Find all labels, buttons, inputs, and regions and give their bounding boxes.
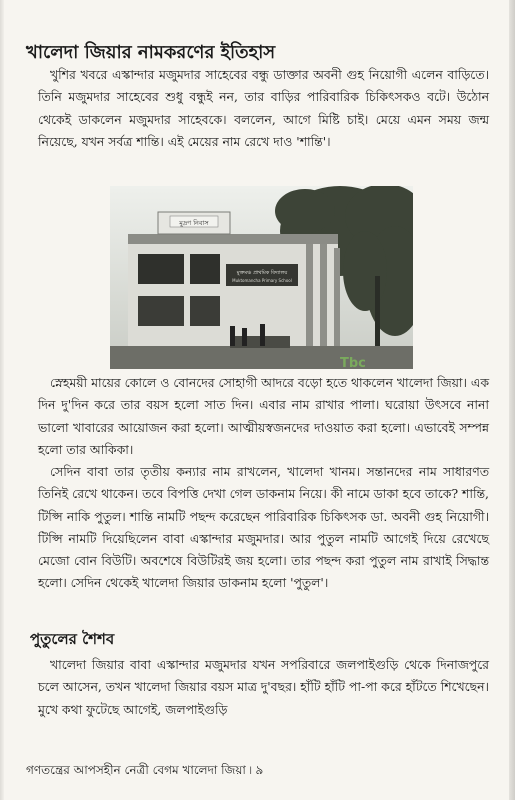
- paragraph-nickname: সেদিন বাবা তার তৃতীয় কন্যার নাম রাখলেন, খালেদা খানম। সন্তানদের নাম সাধারণত তিনিই রেখে থাকেন। তবে বিপত্তি দেখা গেল ডাকনাম নিয়ে। কী নামে ডাকা হবে তাকে? শান্তি, টিপ্সি নাকি পুতুল। শান্তি নামটি পছন্দ করেছেন পারিবারিক চিকিৎসক ডা. অবনী গুহ নিয়োগী। টিপ্সি নামটি দিয়েছিলেন বাবা এস্কান্দার মজুমদার। আর পুতুল নামটি আগেই দিয়ে রেখেছে মেজো বোন বিউটি। অবশেষে বিউটিরই জয় হলো। তার পছন্দ করা পুতুল নাম রাখাই সিদ্ধান্ত হলো। সেদিন থেকেই খালেদা জিয়ার ডাকনাম হলো 'পুতুল'।: [38, 464, 489, 591]
- photo-sign-panel-english: Muktomancha Primary School: [232, 278, 292, 283]
- paragraph-aqiqah: স্নেহময়ী মায়ের কোলে ও বোনদের সোহাগী আদরে বড়ো হতে থাকলেন খালেদা জিয়া। এক দিন দু'দিন করে তার বয়স হলো সাত দিন। এবার নাম রাখার পালা। ঘরোয়া উৎসবে নানা ভালো খাবারের আয়োজন করা হলো। আত্মীয়স্বজনদের দাওয়াত করা হলো। এভাবেই সম্পন্ন হলো তার আকিকা।: [38, 375, 489, 457]
- paragraph-naming-history: খুশির খবরে এস্কান্দার মজুমদার সাহেবের বন্ধু ডাক্তার অবনী গুহ নিয়োগী এলেন বাড়িতে। তিনি মজুমদার সাহেবের শুধু বন্ধুই নন, তার বাড়ির পারিবারিক চিকিৎসকও বটে। উঠোন থেকেই ডাকলেন মজুমদার সাহেবকে। বললেন, আগে মিষ্টি চাই। মেয়ে এমন সময় জন্ম নিয়েছে, যখন সর্বত্র শান্তি। এই মেয়ের নাম রেখে দাও 'শান্তি'।: [38, 67, 489, 149]
- watermark-logo: Tbc: [340, 356, 366, 371]
- paragraph-childhood: খালেদা জিয়ার বাবা এস্কান্দার মজুমদার যখন সপরিবারে জলপাইগুড়ি থেকে দিনাজপুরে চলে আসেন, তখন খালেদা জিয়ার বয়স মাত্র দু'বছর। হাঁটি হাঁটি পা-পা করে হাঁটতে শিখেছেন। মুখে কথা ফুটেছে আগেই, জলপাইগুড়ি: [38, 657, 489, 717]
- page-edge-left: [0, 0, 4, 800]
- page-edge-right: [509, 0, 515, 800]
- page-heading: খালেদা জিয়ার নামকরণের ইতিহাস: [26, 42, 276, 63]
- building-photo: [110, 186, 413, 369]
- section-subheading: পুতুলের শৈশব: [30, 630, 115, 648]
- page-footer: গণতন্ত্রের আপসহীন নেত্রী বেগম খালেদা জিয়া ৷ ৯: [26, 763, 264, 777]
- building-columns: [306, 244, 340, 359]
- photo-sign-panel: মুক্তমঞ্চ প্রাথমিক বিদ্যালয়: [236, 270, 288, 276]
- photo-sign-top: মুদ্রণ নিবাস: [179, 219, 209, 227]
